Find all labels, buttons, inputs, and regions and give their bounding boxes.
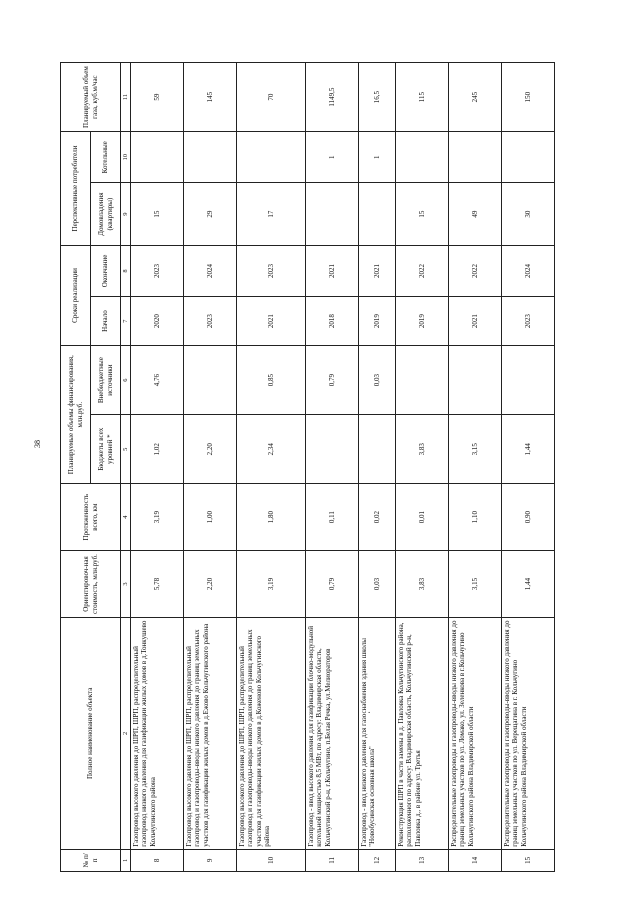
header-terms: Сроки реализации <box>61 245 91 345</box>
index-cell: 7 <box>121 297 131 346</box>
cell-length: 1,80 <box>237 484 306 551</box>
cell-extra <box>501 346 554 415</box>
header-gas: Планируемый объем газа, куб.м/час <box>61 63 121 132</box>
header-end: Окончание <box>91 245 121 296</box>
cell-extra <box>448 346 501 415</box>
index-cell: 9 <box>121 183 131 245</box>
cell-cost: 1,44 <box>501 551 554 618</box>
cell-boilers <box>184 132 237 183</box>
cell-name: Газопровод - ввод низкого давления для газоснабжения здания школы "Новобусинская основная школа" <box>358 617 395 849</box>
cell-households: 29 <box>184 183 237 245</box>
cell-end: 2024 <box>501 245 554 296</box>
cell-budgets: 1,02 <box>131 415 184 484</box>
cell-name: Газопровод высокого давления до ШРП, ШРП, распределительный газопровод низкого давления для газификации жилых домов в д.Тонкушево Кольчугинского района <box>131 617 184 849</box>
cell-no: 13 <box>395 849 448 871</box>
page-number: 38 <box>33 440 42 448</box>
index-cell: 11 <box>121 63 131 132</box>
cell-boilers <box>501 132 554 183</box>
cell-extra <box>184 346 237 415</box>
cell-extra: 0,79 <box>305 346 358 415</box>
cell-budgets <box>305 415 358 484</box>
cell-boilers <box>131 132 184 183</box>
table-row <box>305 63 358 872</box>
cell-name: Газопровод - ввод высокого давления для газификации блочно-модульной котельной мощностью 8,5 МВт, по адресу: Владимирская область, Кольчугинский р-н, г.Кольчугино, п.Белая Речка, ул.Мелиораторов <box>305 617 358 849</box>
table-row <box>358 63 395 872</box>
cell-cost: 0,03 <box>358 551 395 618</box>
cell-gas: 150 <box>501 63 554 132</box>
cell-households <box>358 183 395 245</box>
cell-name: Распределительные газопроводы и газопроводы-вводы низкого давления до границ земельных участков по ул. Ломако, ул. Зеленкова в г.Кольчугино Кольчугинского района Владимирской области <box>448 617 501 849</box>
cell-gas: 145 <box>184 63 237 132</box>
index-cell: 6 <box>121 346 131 415</box>
cell-no: 14 <box>448 849 501 871</box>
cell-boilers: 1 <box>358 132 395 183</box>
cell-name: Газопровод высокого давления до ШРП, ШРП, распределительный газопровод и газопроводы-вводы низкого давления до границ земельных участков для газификации жилых домов в д.Ежово Кольчугинского района <box>184 617 237 849</box>
cell-cost: 2,20 <box>184 551 237 618</box>
cell-start: 2023 <box>184 297 237 346</box>
gas-infrastructure-table <box>60 62 555 872</box>
cell-end: 2022 <box>395 245 448 296</box>
cell-start: 2021 <box>237 297 306 346</box>
cell-end: 2021 <box>305 245 358 296</box>
cell-cost: 3,15 <box>448 551 501 618</box>
cell-extra: 0,03 <box>358 346 395 415</box>
cell-budgets: 2,34 <box>237 415 306 484</box>
table-row <box>237 63 306 872</box>
header-financing: Планируемые объемы финансирования, млн.руб. <box>61 346 91 484</box>
index-cell: 2 <box>121 617 131 849</box>
cell-length: 0,11 <box>305 484 358 551</box>
header-no: № п/п <box>61 849 121 871</box>
cell-length: 1,00 <box>184 484 237 551</box>
header-households: Домовладения (квартиры) <box>91 183 121 245</box>
index-cell: 4 <box>121 484 131 551</box>
cell-cost: 3,83 <box>395 551 448 618</box>
cell-no: 15 <box>501 849 554 871</box>
cell-households: 49 <box>448 183 501 245</box>
table-row <box>501 63 554 872</box>
header-cost: Ориентировоч-ная стоимость, млн.руб. <box>61 551 121 618</box>
cell-no: 12 <box>358 849 395 871</box>
cell-no: 9 <box>184 849 237 871</box>
cell-households: 30 <box>501 183 554 245</box>
header-budgets: Бюджеты всех уровней * <box>91 415 121 484</box>
cell-households: 15 <box>131 183 184 245</box>
cell-end: 2023 <box>237 245 306 296</box>
cell-households: 17 <box>237 183 306 245</box>
cell-households: 15 <box>395 183 448 245</box>
cell-cost: 5,78 <box>131 551 184 618</box>
header-length: Протяженность всего, км <box>61 484 121 551</box>
stray-mark: . <box>368 705 371 715</box>
cell-end: 2023 <box>131 245 184 296</box>
table-row <box>131 63 184 872</box>
cell-length: 0,01 <box>395 484 448 551</box>
cell-gas: 16,5 <box>358 63 395 132</box>
cell-start: 2018 <box>305 297 358 346</box>
table-row <box>395 63 448 872</box>
index-cell: 10 <box>121 132 131 183</box>
cell-budgets: 2,20 <box>184 415 237 484</box>
cell-cost: 0,79 <box>305 551 358 618</box>
cell-start: 2019 <box>358 297 395 346</box>
cell-gas: 70 <box>237 63 306 132</box>
index-cell: 5 <box>121 415 131 484</box>
cell-budgets: 3,83 <box>395 415 448 484</box>
cell-name: Реконструкция ШРП в части замены в д. Павловка Кольчугинского района, расположенного по адресу: Владимирская область, Кольчугинский р-н, Павловка д., в районе ул. Третья <box>395 617 448 849</box>
cell-end: 2021 <box>358 245 395 296</box>
cell-start: 2020 <box>131 297 184 346</box>
cell-gas: 59 <box>131 63 184 132</box>
cell-budgets: 1,44 <box>501 415 554 484</box>
rotated-table-container <box>60 62 555 872</box>
header-consumers: Перспективные потребители <box>61 132 91 246</box>
table-row <box>184 63 237 872</box>
cell-length: 1,10 <box>448 484 501 551</box>
cell-no: 10 <box>237 849 306 871</box>
cell-name: Газопровод высокого давления до ШРП, ШРП, распределительный газопровод и газопроводы-вводы низкого давления до границ земельных участков для газификации жилых домов в д.Коженово Кольчугинского района <box>237 617 306 849</box>
cell-households <box>305 183 358 245</box>
cell-no: 11 <box>305 849 358 871</box>
header-name: Полное наименование объекта <box>61 617 121 849</box>
index-cell: 3 <box>121 551 131 618</box>
cell-boilers <box>237 132 306 183</box>
cell-no: 8 <box>131 849 184 871</box>
cell-start: 2021 <box>448 297 501 346</box>
cell-budgets <box>358 415 395 484</box>
cell-name: Распределительные газопроводы и газопроводы-вводы низкого давления до границ земельных участков по ул. Верещагина в г. Кольчугино Кольчугинского района Владимирской области <box>501 617 554 849</box>
header-extrabudget: Внебюджетные источники <box>91 346 121 415</box>
header-start: Начало <box>91 297 121 346</box>
cell-boilers <box>395 132 448 183</box>
cell-length: 0,02 <box>358 484 395 551</box>
cell-length: 3,19 <box>131 484 184 551</box>
cell-extra: 4,76 <box>131 346 184 415</box>
cell-start: 2023 <box>501 297 554 346</box>
cell-start: 2019 <box>395 297 448 346</box>
cell-gas: 1149,5 <box>305 63 358 132</box>
cell-boilers <box>448 132 501 183</box>
cell-end: 2022 <box>448 245 501 296</box>
cell-end: 2024 <box>184 245 237 296</box>
cell-cost: 3,19 <box>237 551 306 618</box>
header-boilers: Котельные <box>91 132 121 183</box>
cell-gas: 245 <box>448 63 501 132</box>
cell-length: 0,90 <box>501 484 554 551</box>
cell-gas: 115 <box>395 63 448 132</box>
column-index-row <box>121 63 131 872</box>
cell-extra <box>395 346 448 415</box>
table-row <box>448 63 501 872</box>
index-cell: 8 <box>121 245 131 296</box>
cell-extra: 0,85 <box>237 346 306 415</box>
cell-budgets: 3,15 <box>448 415 501 484</box>
cell-boilers: 1 <box>305 132 358 183</box>
index-cell: 1 <box>121 849 131 871</box>
